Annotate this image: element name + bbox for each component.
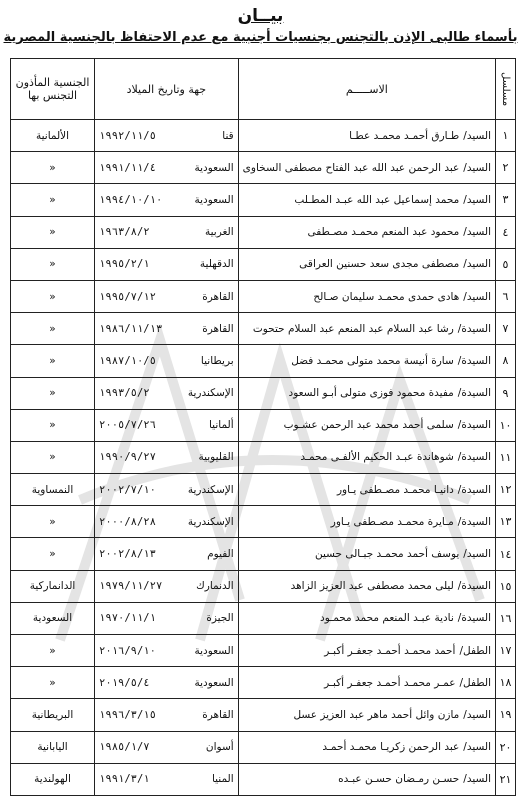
name-cell [238, 120, 495, 152]
document-subtitle: بأسماء طالبى الإذن بالتجنس بجنسيات أجنبية مع عدم الاحتفاظ بالجنسية المصرية [3, 30, 518, 45]
table-row [11, 667, 516, 699]
birth-place: بريطانيا [200, 354, 234, 367]
document-title: بيــان [237, 6, 284, 26]
serial-cell: ٩ [496, 377, 516, 409]
birth-cell [95, 409, 239, 441]
birth-cell [95, 538, 239, 570]
name-cell [238, 538, 495, 570]
honorific: السيد/ [463, 129, 491, 142]
applicant-name: سلمى أحمد محمد عبد الرحمن عشـوب [283, 419, 454, 432]
name-cell [238, 667, 495, 699]
birth-place: المنيا [211, 773, 234, 786]
honorific: السيدة/ [457, 483, 491, 496]
header-nationality: الجنسية المأذون التجنس بها [11, 59, 95, 120]
name-cell [238, 248, 495, 280]
name-cell [238, 506, 495, 538]
applicant-name: عبد الرحمن عبد الله عبد الفتاح مصطفى السخاوى [242, 161, 460, 174]
honorific: السيدة/ [457, 580, 491, 593]
serial-cell: ١٧ [496, 635, 516, 667]
table-row [11, 474, 516, 506]
birth-date: ١٩٩٦/٣/١٥ [99, 708, 156, 721]
serial-cell: ٢١ [496, 763, 516, 795]
nationality-cell: الهولندية [11, 763, 95, 795]
honorific: السيد/ [463, 258, 491, 271]
serial-cell: ٧ [496, 313, 516, 345]
header-birth: جهة وتاريخ الميلاد [95, 59, 239, 120]
birth-place: السعودية [194, 676, 234, 689]
nationality-cell: الألمانية [11, 120, 95, 152]
birth-date: ٢٠٠٢/٨/١٣ [99, 548, 156, 561]
name-cell [238, 377, 495, 409]
name-cell [238, 184, 495, 216]
header-name: الاســـــم [238, 59, 495, 120]
nationality-cell: « [11, 538, 95, 570]
honorific: السيد/ [463, 226, 491, 239]
birth-place: السعودية [194, 644, 234, 657]
birth-place: الدقهلية [199, 258, 234, 271]
applicant-name: حسـن رمـضان حسـن عبـده [338, 773, 460, 786]
applicant-name: شوهاندة عبـد الحكيم الألفـى محمـد [300, 451, 454, 464]
honorific: السيدة/ [457, 612, 491, 625]
birth-date: ١٩٧٩/١١/٢٧ [99, 580, 163, 593]
nationality-cell: « [11, 313, 95, 345]
birth-date: ١٩٩٥/٢/١ [99, 258, 150, 271]
name-cell [238, 699, 495, 731]
birth-date: ٢٠٠٢/٧/١٠ [99, 483, 156, 496]
name-cell [238, 409, 495, 441]
serial-cell: ٦ [496, 280, 516, 312]
birth-place: الإسكندرية [187, 483, 234, 496]
serial-cell: ١٤ [496, 538, 516, 570]
birth-place: ألمانيا [208, 419, 234, 432]
applicant-name: محمود عبد المنعم محمـد مصـطفى [307, 226, 460, 239]
nationality-cell: « [11, 409, 95, 441]
birth-place: السعودية [194, 161, 234, 174]
nationality-cell: « [11, 248, 95, 280]
name-cell [238, 313, 495, 345]
serial-cell: ١٥ [496, 570, 516, 602]
honorific: السيدة/ [457, 451, 491, 464]
birth-cell [95, 120, 239, 152]
serial-cell: ١٩ [496, 699, 516, 731]
serial-cell: ٢ [496, 152, 516, 184]
applicant-name: أحمد محمـد أحمـد جعفـر أكبـر [324, 644, 456, 657]
honorific: الطفل/ [459, 644, 491, 657]
applicant-name: هادى حمدى محمـد سليمان صـالح [313, 290, 460, 303]
table-row [11, 345, 516, 377]
table-header-row [11, 59, 516, 120]
table-row [11, 699, 516, 731]
birth-date: ١٩٩٢/١١/٥ [99, 129, 156, 142]
serial-cell: ١ [496, 120, 516, 152]
birth-cell [95, 280, 239, 312]
birth-cell [95, 441, 239, 473]
birth-place: القاهرة [202, 708, 234, 721]
nationality-cell: « [11, 280, 95, 312]
honorific: السيد/ [463, 741, 491, 754]
birth-date: ٢٠٠٥/٧/٢٦ [99, 419, 156, 432]
nationality-cell: البريطانية [11, 699, 95, 731]
table-row [11, 184, 516, 216]
serial-cell: ١١ [496, 441, 516, 473]
name-cell [238, 474, 495, 506]
name-cell [238, 635, 495, 667]
table-row [11, 313, 516, 345]
table-row [11, 120, 516, 152]
honorific: السيد/ [463, 548, 491, 561]
birth-place: الغربية [204, 226, 234, 239]
birth-date: ١٩٩١/٣/١ [99, 773, 150, 786]
nationality-cell: « [11, 377, 95, 409]
birth-place: القليوبية [198, 451, 234, 464]
birth-date: ١٩٨٥/١/٧ [99, 741, 150, 754]
name-cell [238, 345, 495, 377]
serial-cell: ٨ [496, 345, 516, 377]
table-row [11, 763, 516, 795]
table-row [11, 602, 516, 634]
birth-date: ١٩٨٧/١٠/٥ [99, 354, 156, 367]
applicant-name: مـايرة محمـد مصـطفى يـاور [330, 515, 454, 528]
honorific: السيدة/ [457, 515, 491, 528]
table-row [11, 506, 516, 538]
birth-cell [95, 667, 239, 699]
nationality-cell: السعودية [11, 602, 95, 634]
name-cell [238, 152, 495, 184]
table-row [11, 377, 516, 409]
birth-date: ١٩٩٣/٥/٢ [99, 387, 150, 400]
serial-cell: ١٦ [496, 602, 516, 634]
nationality-cell: « [11, 506, 95, 538]
birth-date: ٢٠٠٠/٨/٢٨ [99, 515, 156, 528]
applicant-name: محمد إسماعيل عبد الله عبـد المطـلب [294, 193, 460, 206]
birth-cell [95, 602, 239, 634]
honorific: السيد/ [463, 161, 491, 174]
birth-date: ١٩٧٠/١١/١ [99, 612, 156, 625]
birth-cell [95, 635, 239, 667]
birth-cell [95, 474, 239, 506]
birth-date: ١٩٨٦/١١/١٣ [99, 322, 163, 335]
applicant-name: مصطفى مجدى سعد حسنين العراقى [299, 258, 460, 271]
applicants-table [10, 58, 516, 796]
birth-date: ١٩٩١/١١/٤ [99, 161, 156, 174]
name-cell [238, 763, 495, 795]
birth-cell [95, 731, 239, 763]
table-row [11, 538, 516, 570]
applicant-name: طـارق أحمـد محمـد عطـا [349, 129, 460, 142]
applicant-name: عبد الرحمن زكريـا محمـد أحمـد [322, 741, 460, 754]
birth-cell [95, 184, 239, 216]
nationality-cell: « [11, 216, 95, 248]
honorific: السيدة/ [457, 354, 491, 367]
name-cell [238, 441, 495, 473]
birth-place: الدنمارك [196, 580, 234, 593]
nationality-cell: النمساوية [11, 474, 95, 506]
nationality-cell: « [11, 441, 95, 473]
applicant-name: مفيدة محمود فوزى متولى أبـو السعود [288, 387, 454, 400]
birth-cell [95, 763, 239, 795]
nationality-cell: « [11, 152, 95, 184]
birth-place: السعودية [194, 193, 234, 206]
serial-cell: ٣ [496, 184, 516, 216]
birth-place: القاهرة [202, 322, 234, 335]
birth-cell [95, 377, 239, 409]
honorific: السيدة/ [457, 419, 491, 432]
birth-cell [95, 216, 239, 248]
table-row [11, 570, 516, 602]
applicant-name: ليلى محمد مصطفى عبد العزيز الزاهد [290, 580, 454, 593]
birth-place: قنا [222, 129, 234, 142]
table-row [11, 635, 516, 667]
honorific: الطفل/ [459, 676, 491, 689]
serial-cell: ١٣ [496, 506, 516, 538]
birth-cell [95, 699, 239, 731]
applicant-name: نادية عبـد المنعم محمد محمـود [320, 612, 454, 625]
birth-date: ١٩٩٠/٩/٢٧ [99, 451, 156, 464]
birth-date: ١٩٩٤/١٠/١٠ [99, 193, 163, 206]
applicant-name: دانيـا محمـد مصـطفى يـاور [336, 483, 454, 496]
name-cell [238, 731, 495, 763]
applicant-name: رشا عبد السلام عبد المنعم عبد السلام حتحوت [252, 322, 454, 335]
nationality-cell: اليابانية [11, 731, 95, 763]
honorific: السيدة/ [457, 387, 491, 400]
serial-cell: ٤ [496, 216, 516, 248]
table-row [11, 216, 516, 248]
applicant-name: سارة أنيسة محمد متولى محمـد فضل [291, 354, 454, 367]
birth-place: الجيزة [206, 612, 234, 625]
table-row [11, 152, 516, 184]
birth-place: أسوان [205, 741, 234, 754]
name-cell [238, 602, 495, 634]
honorific: السيد/ [463, 708, 491, 721]
table-row [11, 248, 516, 280]
applicant-name: يوسف أحمد محمـد جبـالى حسين [314, 548, 460, 561]
name-cell [238, 280, 495, 312]
nationality-cell: « [11, 667, 95, 699]
honorific: السيد/ [463, 290, 491, 303]
birth-date: ١٩٦٣/٨/٢ [99, 226, 150, 239]
table-row [11, 409, 516, 441]
table-row [11, 280, 516, 312]
serial-cell: ١٢ [496, 474, 516, 506]
serial-cell: ٢٠ [496, 731, 516, 763]
birth-place: القاهرة [202, 290, 234, 303]
birth-place: الفيوم [207, 548, 234, 561]
birth-cell [95, 248, 239, 280]
serial-cell: ٥ [496, 248, 516, 280]
honorific: السيد/ [463, 773, 491, 786]
birth-cell [95, 506, 239, 538]
serial-cell: ١٨ [496, 667, 516, 699]
nationality-cell: « [11, 345, 95, 377]
table-row [11, 441, 516, 473]
header-serial: مسلسل [496, 59, 516, 120]
birth-cell [95, 570, 239, 602]
birth-place: الإسكندرية [187, 515, 234, 528]
birth-date: ٢٠١٦/٩/١٠ [99, 644, 156, 657]
applicant-name: عمـر محمـد أحمـد جعفـر أكبـر [324, 676, 456, 689]
birth-cell [95, 313, 239, 345]
birth-place: الإسكندرية [187, 387, 234, 400]
nationality-cell: « [11, 184, 95, 216]
nationality-cell: « [11, 635, 95, 667]
table-row [11, 731, 516, 763]
name-cell [238, 570, 495, 602]
applicant-name: مازن وائل أحمد ماهر عبد العزيز عسل [293, 708, 460, 721]
honorific: السيد/ [463, 193, 491, 206]
serial-cell: ١٠ [496, 409, 516, 441]
honorific: السيدة/ [457, 322, 491, 335]
nationality-cell: الدانماركية [11, 570, 95, 602]
birth-cell [95, 345, 239, 377]
birth-date: ٢٠١٩/٥/٤ [99, 676, 150, 689]
birth-date: ١٩٩٥/٧/١٢ [99, 290, 156, 303]
birth-cell [95, 152, 239, 184]
name-cell [238, 216, 495, 248]
